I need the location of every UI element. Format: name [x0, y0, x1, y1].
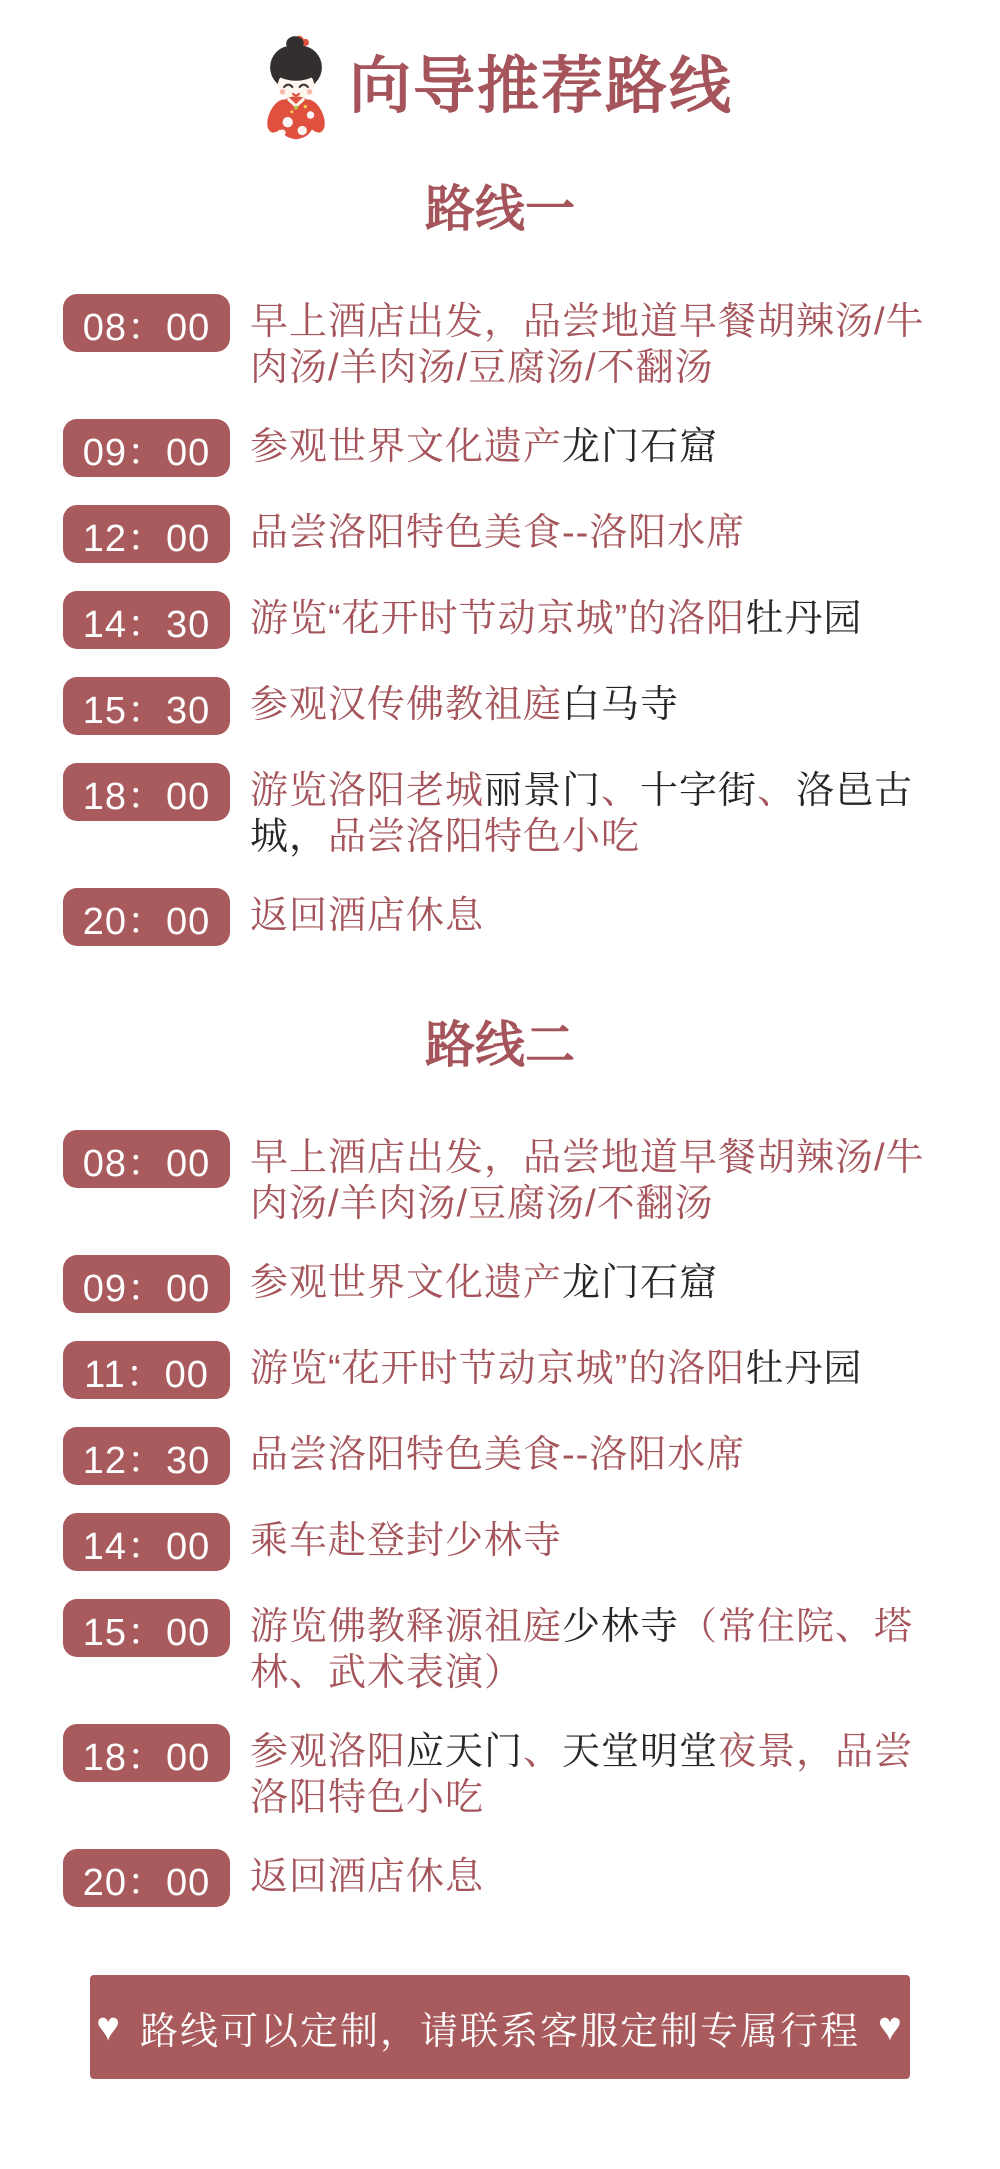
itinerary-row [63, 677, 937, 735]
time-badge: 09：00 [63, 1255, 230, 1313]
itinerary-text [250, 1427, 937, 1478]
itinerary-text [250, 677, 937, 728]
route-section [63, 182, 937, 946]
itinerary-text-segment: 品尝洛阳特色美食--洛阳水席 [250, 512, 746, 554]
itinerary-row [63, 1341, 937, 1399]
page-header [63, 28, 937, 146]
itinerary-text-segment: 参观汉传佛教祖庭 [250, 684, 563, 726]
itinerary-text [250, 1341, 937, 1392]
itinerary-text-segment: 乘车赴登封少林寺 [250, 1520, 563, 1562]
itinerary-text-segment: 返回酒店休息 [250, 1856, 485, 1898]
itinerary-row [63, 294, 937, 391]
itinerary-text [250, 419, 937, 470]
itinerary-text-segment: 返回酒店休息 [250, 895, 485, 937]
kokeshi-doll-icon [267, 32, 325, 142]
itinerary-text-segment: 参观洛阳 [250, 1731, 407, 1773]
itinerary-text [250, 763, 937, 860]
route-section [63, 1018, 937, 1907]
itinerary-text-segment: （常住院、塔林、武术表演） [250, 1606, 914, 1694]
itinerary-text-segment: 品尝洛阳特色小吃 [328, 816, 641, 858]
time-badge: 20：00 [63, 1849, 230, 1907]
itinerary-text-segment: 游览“花开时节动京城”的洛阳 [250, 598, 746, 640]
itinerary-text-segment: 夜景，品尝洛阳特色小吃 [250, 1731, 914, 1819]
time-badge: 12：30 [63, 1427, 230, 1485]
routes-container [63, 182, 937, 1907]
itinerary-text-segment: 参观世界文化遗产 [250, 426, 563, 468]
itinerary-text-segment: 龙门石窟 [562, 1262, 719, 1304]
itinerary-row [63, 1255, 937, 1313]
itinerary-row [63, 763, 937, 860]
itinerary-text-segment: 天堂明堂 [562, 1731, 719, 1773]
heart-icon: ♥ [96, 2005, 122, 2049]
time-badge: 14：30 [63, 591, 230, 649]
itinerary-text-segment: 丽景门 [484, 770, 602, 812]
itinerary-text-segment: 洛邑古城， [250, 770, 914, 858]
time-badge: 14：00 [63, 1513, 230, 1571]
itinerary-text-segment: 白马寺 [562, 684, 680, 726]
itinerary-row [63, 1513, 937, 1571]
cta-label: 路线可以定制，请联系客服定制专属行程 [139, 2010, 860, 2053]
itinerary-text-segment: 游览洛阳老城 [250, 770, 485, 812]
itinerary-row [63, 1724, 937, 1821]
time-badge: 15：00 [63, 1599, 230, 1657]
time-badge: 18：00 [63, 1724, 230, 1782]
itinerary-text-segment: 牡丹园 [745, 598, 863, 640]
itinerary-row [63, 419, 937, 477]
itinerary-row [63, 591, 937, 649]
route-heading: 路线二 [425, 1017, 575, 1073]
itinerary-text [250, 1724, 937, 1821]
route-items [63, 1130, 937, 1907]
itinerary-text-segment: 十字街 [640, 770, 758, 812]
itinerary-text [250, 888, 937, 939]
time-badge: 11：00 [63, 1341, 230, 1399]
itinerary-text [250, 1513, 937, 1564]
time-badge: 09：00 [63, 419, 230, 477]
itinerary-text [250, 294, 937, 391]
itinerary-text [250, 1130, 937, 1227]
itinerary-text-segment: 早上酒店出发，品尝地道早餐胡辣汤/牛肉汤/羊肉汤/豆腐汤/不翻汤 [250, 301, 925, 389]
itinerary-text-segment: 早上酒店出发，品尝地道早餐胡辣汤/牛肉汤/羊肉汤/豆腐汤/不翻汤 [250, 1137, 925, 1225]
itinerary-text-segment: 应天门 [406, 1731, 524, 1773]
itinerary-text-segment: 、 [601, 770, 641, 812]
itinerary-text [250, 1255, 937, 1306]
itinerary-text-segment: 品尝洛阳特色美食--洛阳水席 [250, 1434, 746, 1476]
itinerary-text [250, 591, 937, 642]
itinerary-text [250, 1599, 937, 1696]
itinerary-text-segment: 牡丹园 [745, 1348, 863, 1390]
itinerary-text-segment: 游览“花开时节动京城”的洛阳 [250, 1348, 746, 1390]
itinerary-text [250, 1849, 937, 1900]
itinerary-row [63, 1427, 937, 1485]
itinerary-text-segment: 游览佛教释源祖庭 [250, 1606, 563, 1648]
itinerary-text-segment: 少林寺 [562, 1606, 680, 1648]
itinerary-row [63, 505, 937, 563]
time-badge: 08：00 [63, 294, 230, 352]
itinerary-row [63, 1130, 937, 1227]
itinerary-text-segment: 、 [757, 770, 797, 812]
time-badge: 18：00 [63, 763, 230, 821]
time-badge: 12：00 [63, 505, 230, 563]
page-footer [63, 1975, 937, 2079]
time-badge: 15：30 [63, 677, 230, 735]
time-badge: 20：00 [63, 888, 230, 946]
itinerary-row [63, 888, 937, 946]
itinerary-text-segment: 龙门石窟 [562, 426, 719, 468]
time-badge: 08：00 [63, 1130, 230, 1188]
itinerary-text-segment: 参观世界文化遗产 [250, 1262, 563, 1304]
itinerary-row [63, 1599, 937, 1696]
heart-icon: ♥ [878, 2005, 904, 2049]
itinerary-text-segment: 、 [523, 1731, 563, 1773]
itinerary-row [63, 1849, 937, 1907]
route-heading: 路线一 [425, 181, 575, 237]
customize-route-cta-button[interactable] [90, 1975, 910, 2079]
route-items [63, 294, 937, 946]
itinerary-text [250, 505, 937, 556]
page-title: 向导推荐路线 [348, 51, 733, 121]
